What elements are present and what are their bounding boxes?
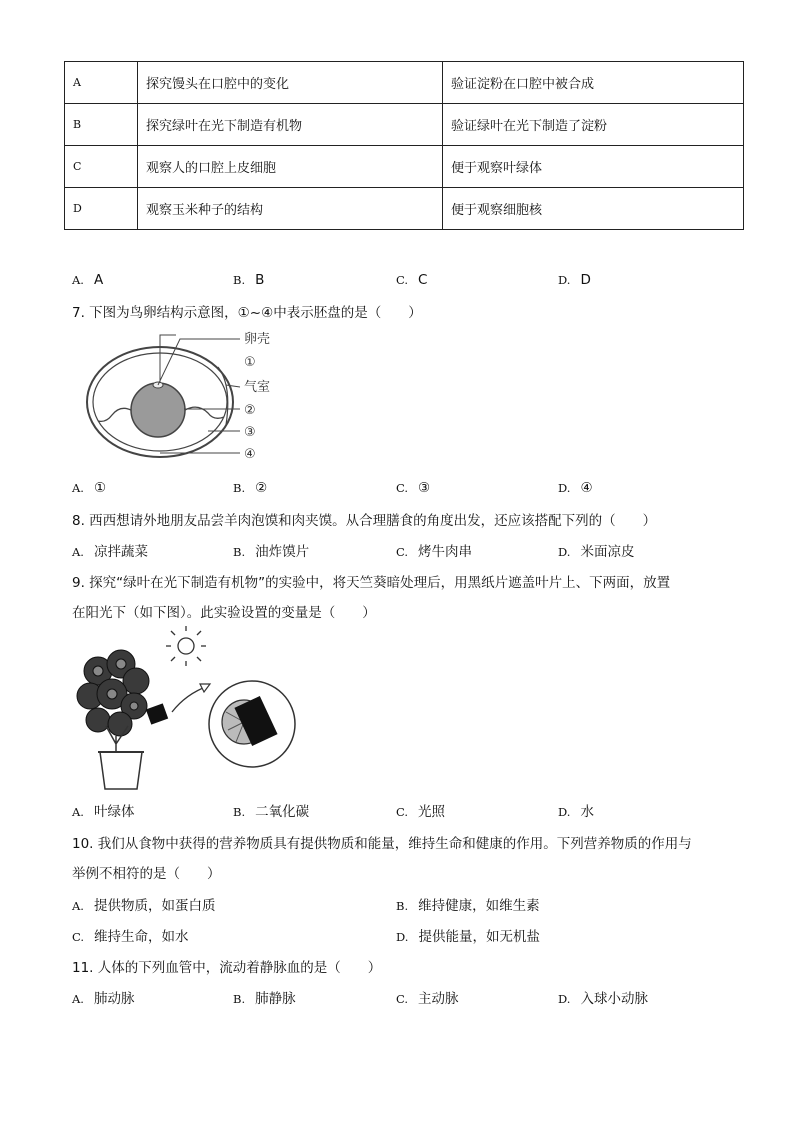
yolk — [131, 383, 185, 437]
q7-stem: 7. 下图为鸟卵结构示意图，①~④中表示胚盘的是（ ） — [72, 305, 422, 321]
q10-option-a[interactable]: A. 提供物质，如蛋白质 — [72, 898, 216, 914]
figure-label: ④ — [244, 447, 256, 462]
q10-option-b[interactable]: B. 维持健康，如维生素 — [396, 898, 540, 914]
q9-stem-line1: 9. 探究“绿叶在光下制造有机物”的实验中，将天竺葵暗处理后，用黑纸片遮盖叶片上、下两面，放置 — [72, 575, 671, 591]
q9-stem-line2: 在阳光下（如下图）。此实验设置的变量是（ ） — [72, 605, 376, 621]
q8-option-d[interactable]: D. 米面凉皮 — [558, 544, 635, 560]
figure-label: ② — [244, 403, 256, 418]
leader-line — [226, 385, 240, 387]
table-cell: C — [65, 146, 138, 188]
q7-option-c[interactable]: C. ③ — [396, 480, 431, 496]
table-cell: 验证绿叶在光下制造了淀粉 — [443, 104, 744, 146]
q6-option-b[interactable]: B. B — [233, 272, 265, 288]
table-row — [65, 62, 744, 104]
chalaza-left — [98, 408, 131, 421]
table-row — [65, 104, 744, 146]
table-row — [65, 188, 744, 230]
q8-stem: 8. 西西想请外地朋友品尝羊肉泡馍和肉夹馍。从合理膳食的角度出发，还应该搭配下列的（ ） — [72, 513, 657, 529]
q7-option-a[interactable]: A. ① — [72, 480, 107, 496]
q10-stem-line2: 举例不相符的是（ ） — [72, 866, 221, 882]
q8-option-a[interactable]: A. 凉拌蔬菜 — [72, 544, 148, 560]
q9-option-d[interactable]: D. 水 — [558, 804, 594, 820]
figure-label: 气室 — [244, 380, 271, 395]
black-paper-small — [146, 703, 168, 724]
q10-option-d[interactable]: D. 提供能量，如无机盐 — [396, 929, 540, 945]
arrowhead-icon — [200, 684, 210, 692]
table-cell: 验证淀粉在口腔中被合成 — [443, 62, 744, 104]
figure-label: 卵壳 — [244, 332, 271, 347]
sun-icon — [166, 626, 206, 666]
q10-stem-line1: 10. 我们从食物中获得的营养物质具有提供物质和能量，维持生命和健康的作用。下列营养物质的作用与 — [72, 836, 692, 852]
q6-option-d[interactable]: D. D — [558, 272, 591, 288]
table-cell: D — [65, 188, 138, 230]
table-cell: 探究馒头在口腔中的变化 — [138, 62, 443, 104]
q9-option-a[interactable]: A. 叶绿体 — [72, 804, 135, 820]
figure-label: ③ — [244, 425, 256, 440]
q11-option-a[interactable]: A. 肺动脉 — [72, 991, 135, 1007]
q8-option-c[interactable]: C. 烤牛肉串 — [396, 544, 473, 560]
q11-option-d[interactable]: D. 入球小动脉 — [558, 991, 648, 1007]
table-cell: 观察玉米种子的结构 — [138, 188, 443, 230]
plant-leaves — [77, 650, 149, 736]
q8-option-b[interactable]: B. 油炸馍片 — [233, 544, 310, 560]
q11-stem: 11. 人体的下列血管中，流动着静脉血的是（ ） — [72, 960, 382, 976]
q6-option-c[interactable]: C. C — [396, 272, 428, 288]
geranium-experiment-figure — [76, 626, 306, 796]
table-row — [65, 146, 744, 188]
bird-egg-figure — [80, 325, 300, 470]
table-cell: 便于观察叶绿体 — [443, 146, 744, 188]
q7-option-d[interactable]: D. ④ — [558, 480, 593, 496]
q7-option-b[interactable]: B. ② — [233, 480, 268, 496]
table-cell: 探究绿叶在光下制造有机物 — [138, 104, 443, 146]
table-cell: 便于观察细胞核 — [443, 188, 744, 230]
options-table — [64, 61, 744, 230]
q9-option-c[interactable]: C. 光照 — [396, 804, 446, 820]
flower-pot — [100, 752, 142, 789]
q6-option-a[interactable]: A. A — [72, 272, 104, 288]
q10-option-c[interactable]: C. 维持生命，如水 — [72, 929, 189, 945]
q11-option-b[interactable]: B. 肺静脉 — [233, 991, 296, 1007]
table-cell: B — [65, 104, 138, 146]
figure-label: ① — [244, 355, 256, 370]
q11-option-c[interactable]: C. 主动脉 — [396, 991, 459, 1007]
table-cell: A — [65, 62, 138, 104]
q9-option-b[interactable]: B. 二氧化碳 — [233, 804, 310, 820]
table-cell: 观察人的口腔上皮细胞 — [138, 146, 443, 188]
